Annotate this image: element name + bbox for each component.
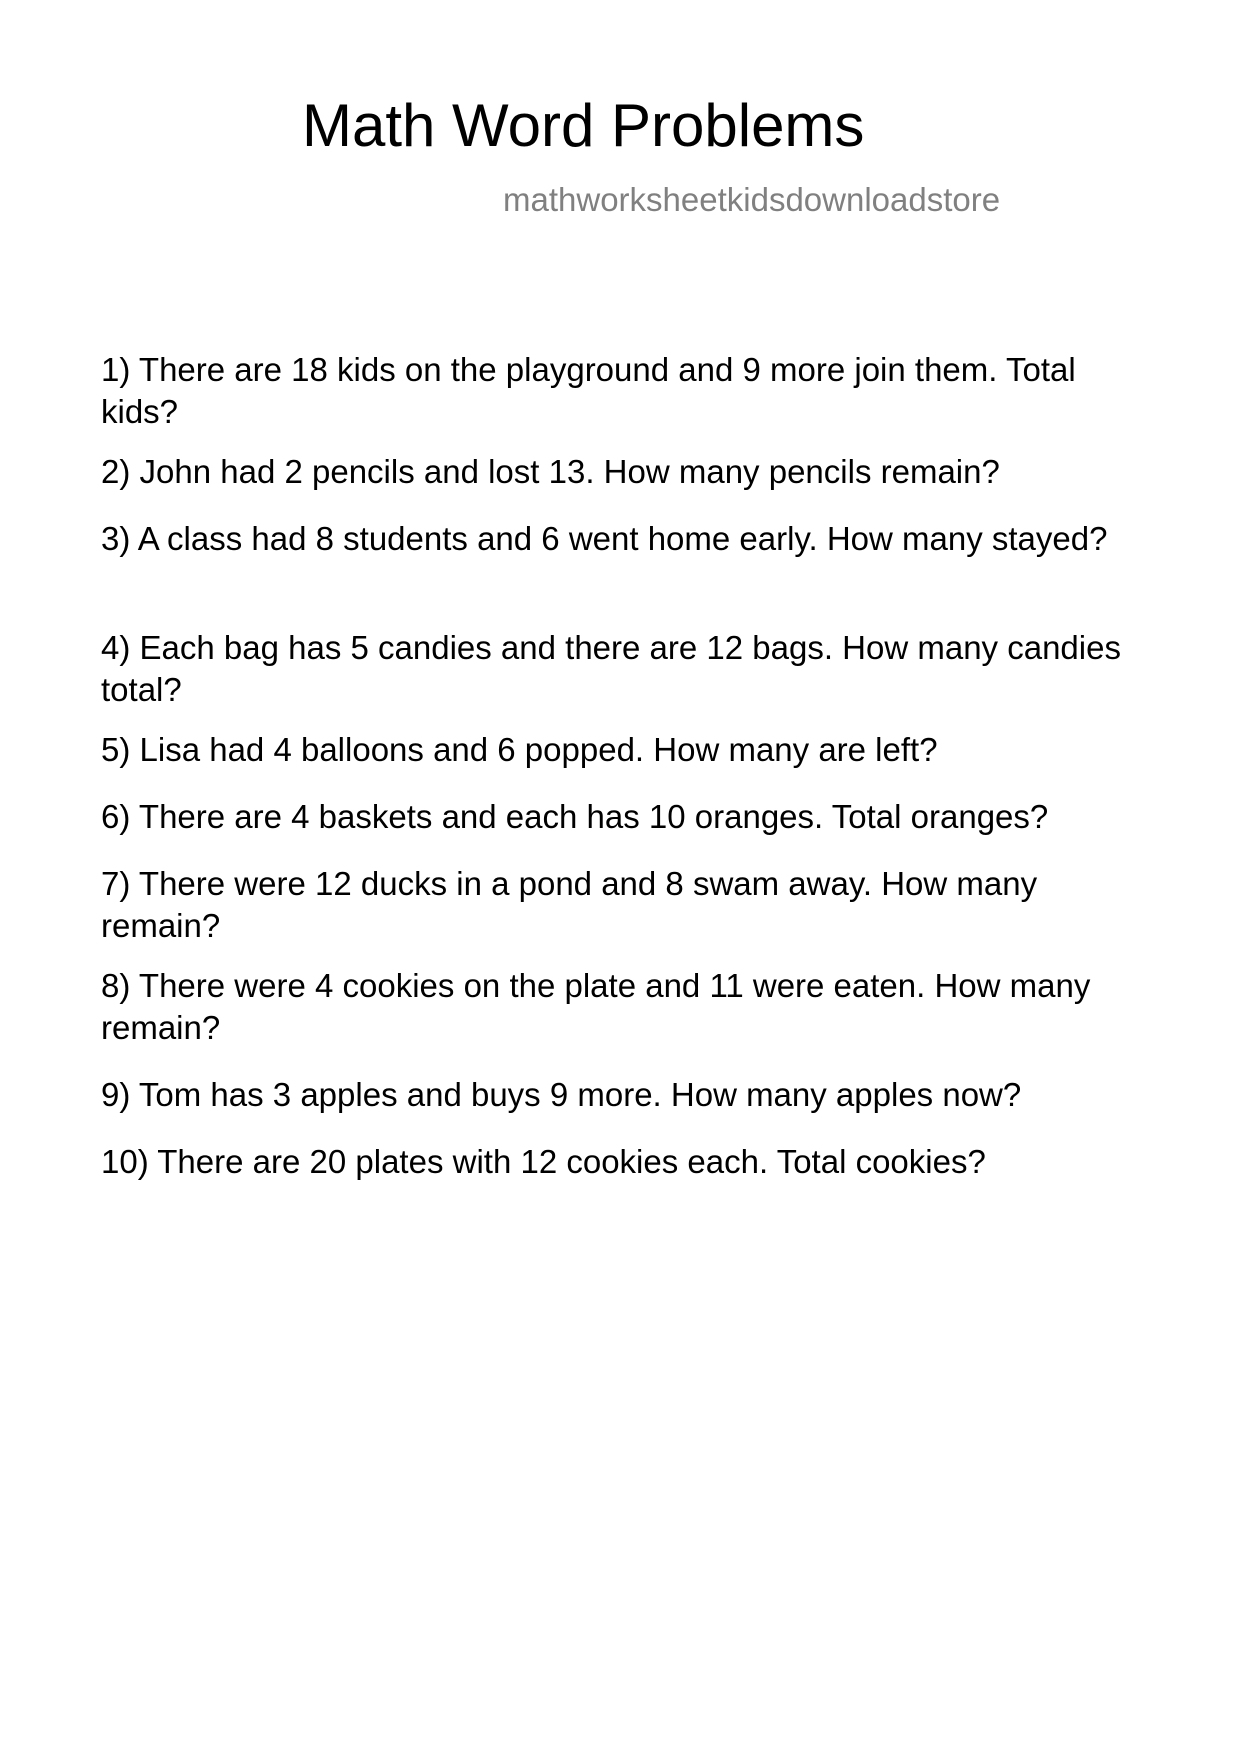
page-subtitle: mathworksheetkidsdownloadstore	[503, 181, 1001, 218]
problem-item: 7) There were 12 ducks in a pond and 8 swam away. How many remain?	[101, 865, 1038, 944]
problem-item: 2) John had 2 pencils and lost 13. How many pencils remain?	[101, 453, 1000, 490]
problem-item: 5) Lisa had 4 balloons and 6 popped. How many are left?	[101, 731, 938, 768]
problem-item: 3) A class had 8 students and 6 went home early. How many stayed?	[101, 520, 1108, 557]
problem-item: 8) There were 4 cookies on the plate and 11 were eaten. How many remain?	[101, 967, 1091, 1046]
problem-item: 4) Each bag has 5 candies and there are 12 bags. How many candies total?	[101, 629, 1121, 708]
problem-item: 6) There are 4 baskets and each has 10 oranges. Total oranges?	[101, 798, 1049, 835]
problem-item: 10) There are 20 plates with 12 cookies each. Total cookies?	[101, 1143, 986, 1180]
page-title: Math Word Problems	[302, 92, 865, 159]
problem-item: 9) Tom has 3 apples and buys 9 more. How many apples now?	[101, 1076, 1022, 1113]
problem-item: 1) There are 18 kids on the playground and 9 more join them. Total kids?	[101, 351, 1076, 430]
